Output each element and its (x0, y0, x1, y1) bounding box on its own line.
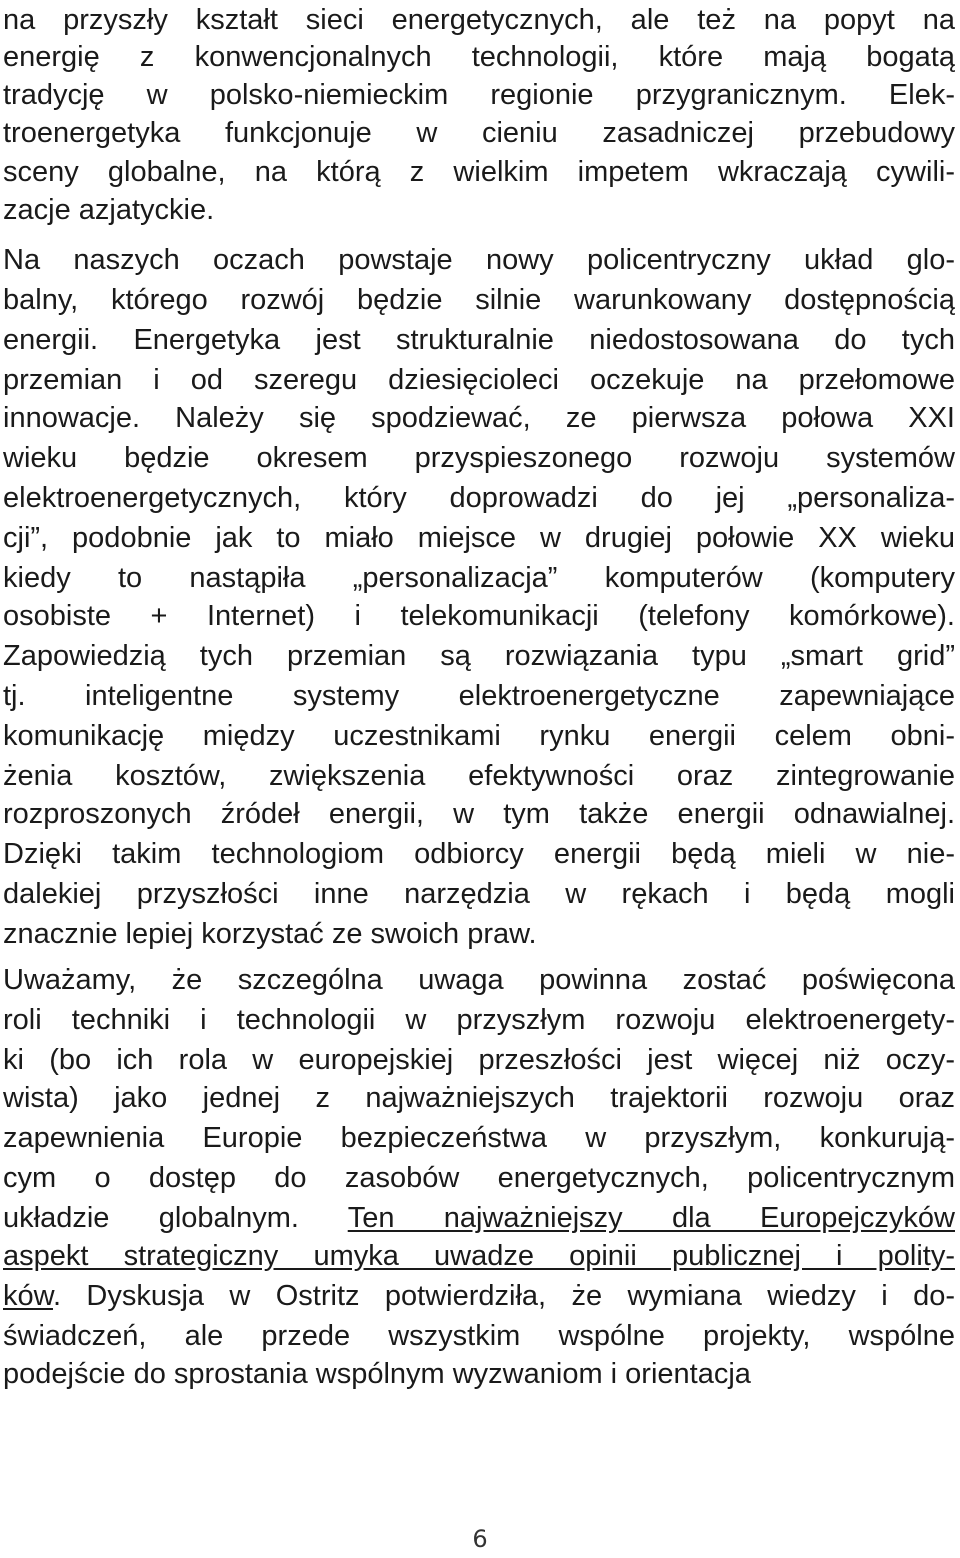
underlined-text-line: aspekt strategiczny umyka uwadze opinii publicznej i polity- (3, 1240, 955, 1272)
text-line: świadczeń, ale przede wszystkim wspólne projekty, wspólne (3, 1320, 955, 1352)
text-line (3, 1276, 955, 1316)
text-line: dalekiej przyszłości inne narzędzia w rękach i będą mogli (3, 878, 955, 910)
text-line: Dzięki takim technologiom odbiorcy energii będą mieli w nie- (3, 838, 955, 870)
text-line: cji”, podobnie jak to miało miejsce w drugiej połowie XX wieku (3, 522, 955, 554)
underlined-text: Ten najważniejszy dla Europejczyków (347, 1202, 955, 1234)
text-line: zacje azjatyckie. (3, 194, 215, 226)
page-number: 6 (472, 1525, 488, 1553)
text-line: tradycję w polsko-niemieckim regionie przygranicznym. Elek- (3, 79, 955, 111)
text-line: przemian i od szeregu dziesięcioleci oczekuje na przełomowe (3, 364, 955, 396)
text-line: na przyszły kształt sieci energetycznych, ale też na popyt na (3, 4, 955, 36)
text-span: . Dyskusja w Ostritz potwierdziła, że wymiana wiedzy i do- (52, 1280, 955, 1312)
text-line: osobiste + Internet) i telekomunikacji (telefony komórkowe). (3, 600, 955, 632)
text-line: Na naszych oczach powstaje nowy policentryczny układ glo- (3, 244, 955, 276)
text-line: podejście do sprostania wspólnym wyzwaniom i orientacja (3, 1358, 751, 1390)
text-line: komunikację między uczestnikami rynku energii celem obni- (3, 720, 955, 752)
text-line: żenia kosztów, zwiększenia efektywności oraz zintegrowanie (3, 760, 955, 792)
text-line: tj. inteligentne systemy elektroenergetyczne zapewniające (3, 680, 955, 712)
text-line: Uważamy, że szczególna uwaga powinna zostać poświęcona (3, 964, 955, 996)
text-line: ki (bo ich rola w europejskiej przeszłości jest więcej niż oczy- (3, 1044, 955, 1076)
text-line: innowacje. Należy się spodziewać, ze pierwsza połowa XXI (3, 402, 955, 434)
text-line: roli techniki i technologii w przyszłym rozwoju elektroenergety- (3, 1004, 955, 1036)
text-line: cym o dostęp do zasobów energetycznych, policentrycznym (3, 1162, 955, 1194)
text-line: troenergetyka funkcjonuje w cieniu zasadniczej przebudowy (3, 117, 955, 149)
text-span: układzie globalnym. (3, 1202, 348, 1234)
text-line: zapewnienia Europie bezpieczeństwa w przyszłym, konkurują- (3, 1122, 955, 1154)
text-line: balny, którego rozwój będzie silnie warunkowany dostępnością (3, 284, 955, 316)
text-line: kiedy to nastąpiła „personalizacja” komputerów (komputery (3, 562, 955, 594)
text-line: znacznie lepiej korzystać ze swoich praw. (3, 918, 537, 950)
text-line: elektroenergetycznych, który doprowadzi do jej „personaliza- (3, 482, 955, 514)
text-line: sceny globalne, na którą z wielkim impetem wkraczają cywili- (3, 156, 955, 188)
text-line: energię z konwencjonalnych technologii, które mają bogatą (3, 41, 955, 73)
text-line: energii. Energetyka jest strukturalnie niedostosowana do tych (3, 324, 955, 356)
text-line: wista) jako jednej z najważniejszych trajektorii rozwoju oraz (3, 1082, 955, 1114)
text-line: rozproszonych źródeł energii, w tym także energii odnawialnej. (3, 798, 955, 830)
text-line (3, 1198, 955, 1238)
underlined-text: ków (3, 1280, 53, 1312)
text-line: Zapowiedzią tych przemian są rozwiązania typu „smart grid” (3, 640, 955, 672)
text-line: wieku będzie okresem przyspieszonego rozwoju systemów (3, 442, 955, 474)
